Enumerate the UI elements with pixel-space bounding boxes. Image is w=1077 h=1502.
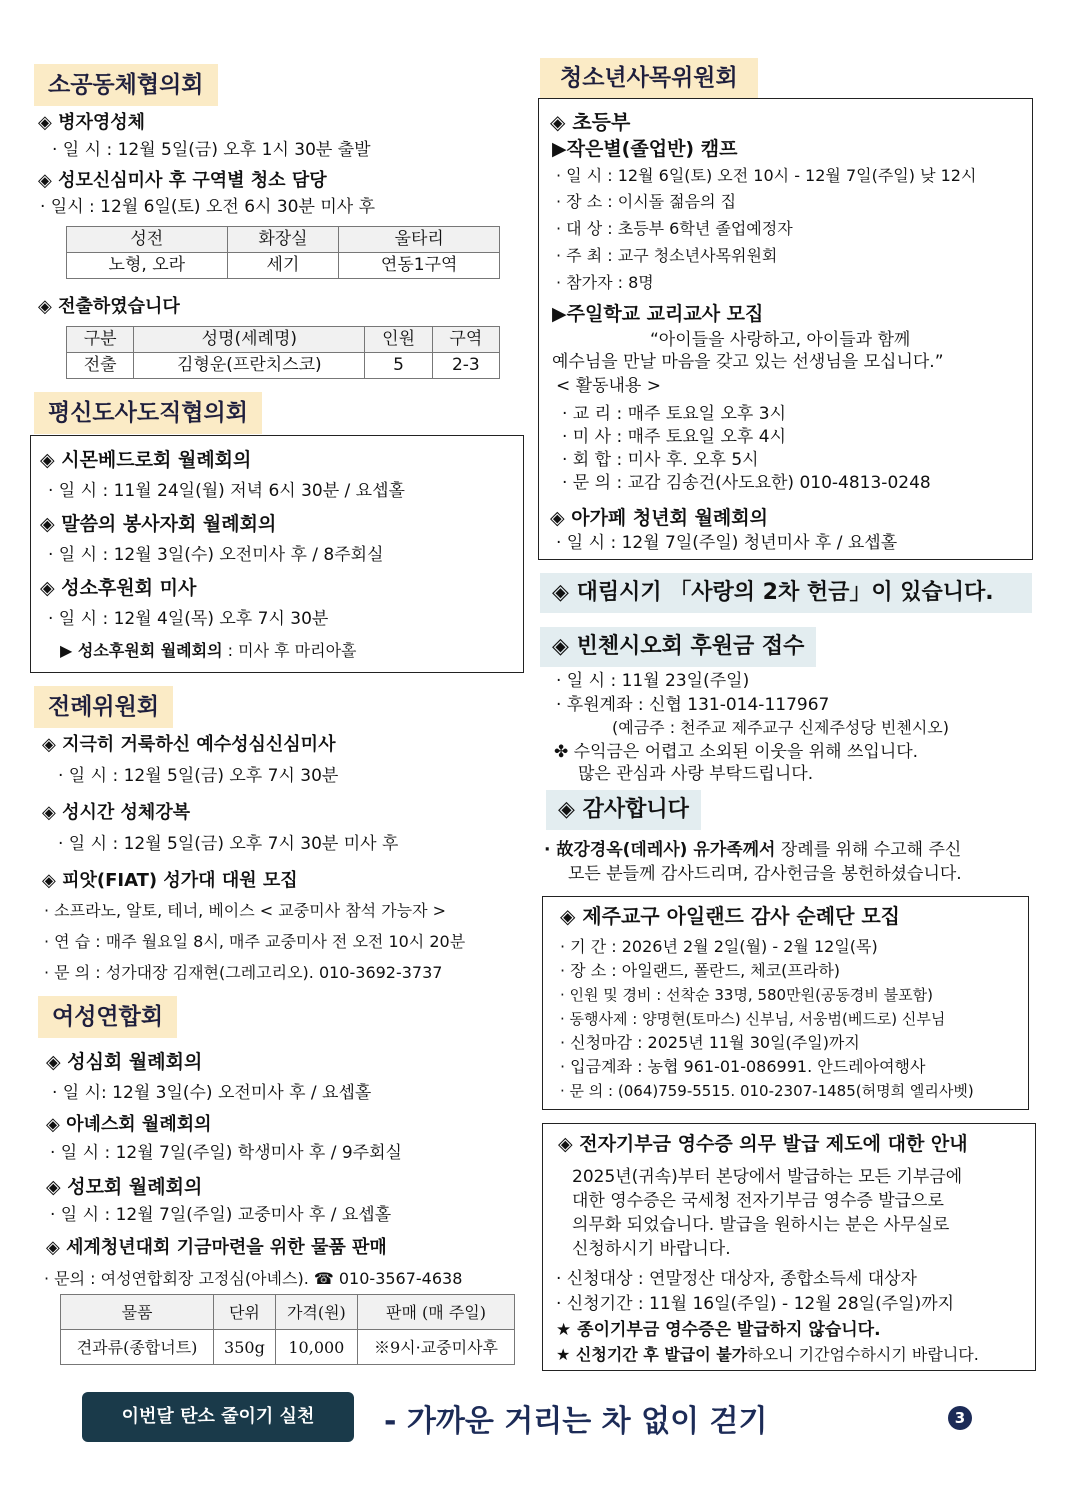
item-detail: · 문의 : 여성연합회장 고정심(아녜스). ☎ 010-3567-4638 [44,1269,463,1288]
camp-detail: · 일 시 : 12월 6일(토) 오전 10시 - 12월 7일(주일) 낮 12시 [556,166,977,185]
item-detail: (예금주 : 천주교 제주교구 신제주성당 빈첸시오) [612,718,949,737]
table-cell: 2-3 [432,353,499,379]
thanks-text: 장례를 위해 수고해 주신 [775,840,962,860]
table-cell: ※9시·교중미사후 [358,1330,515,1365]
table-cell: 10,000 [275,1330,357,1365]
item-detail: · 일 시: 12월 3일(수) 오전미사 후 / 요셉홀 [52,1083,372,1103]
ireland-detail: · 장 소 : 아일랜드, 폴란드, 체코(프라하) [560,961,841,980]
receipt-detail: · 신청대상 : 연말정산 대상자, 종합소득세 대상자 [556,1269,917,1289]
page-number: 3 [948,1406,972,1430]
section-title-sogong: 소공동체협의회 [34,64,218,106]
table-header: 성전 [67,227,228,253]
ireland-detail: · 입금계좌 : 농협 961-01-086991. 안드레아여행사 [560,1057,926,1076]
item-subheading: ▶주일학교 교리교사 모집 [552,303,764,325]
table-cell: 연동1구역 [339,253,500,279]
box-title: ◈ 제주교구 아일랜드 감사 순례단 모집 [560,904,900,928]
table-cell: 5 [365,353,432,379]
item-heading: ◈ 성모회 월례회의 [46,1176,203,1198]
ireland-detail: · 기 간 : 2026년 2월 2일(월) - 2월 12일(목) [560,937,878,956]
table-header: 성명(세례명) [134,327,365,353]
item-detail: · 일 시 : 11월 23일(주일) [556,671,750,691]
receipt-body: 신청하시기 바랍니다. [572,1239,731,1259]
cleaning-table [66,226,500,279]
section-title-jeollye: 전례위원회 [34,686,173,728]
table-header: 화장실 [227,227,339,253]
item-detail: · 일 시 : 12월 5일(금) 오후 7시 30분 [58,766,339,786]
ireland-detail: · 신청마감 : 2025년 11월 30일(주일)까지 [560,1033,860,1052]
item-heading: ◈ 아가페 청년회 월례회의 [550,507,768,529]
item-heading: ◈ 성시간 성체강복 [42,802,191,823]
item-heading: ◈ 아녜스회 월례회의 [46,1114,212,1135]
item-detail: · 소프라노, 알토, 테너, 베이스 < 교중미사 참석 가능자 > [44,901,447,920]
item-heading: ◈ 초등부 [550,110,631,134]
table-header: 판매 (매 주일) [358,1295,515,1330]
receipt-notice [556,1343,979,1367]
table-header: 단위 [214,1295,276,1330]
item-subheading: ▶작은별(졸업반) 캠프 [552,138,738,160]
table-cell: 350g [214,1330,276,1365]
transfer-table [66,326,500,379]
table-cell: 노형, 오라 [67,253,228,279]
item-detail: · 일시 : 12월 6일(토) 오전 6시 30분 미사 후 [40,197,375,217]
thanks-line [544,838,961,862]
camp-detail: · 주 최 : 교구 청소년사목위원회 [556,246,778,265]
sale-table [60,1294,515,1365]
table-cell: 견과류(종합너트) [61,1330,214,1365]
item-detail: · 일 시 : 12월 5일(금) 오후 1시 30분 출발 [52,140,371,160]
item-heading: ◈ 성소후원회 미사 [40,577,197,599]
item-detail: · 일 시 : 12월 7일(주일) 학생미사 후 / 9주회실 [50,1143,402,1163]
table-cell: 전출 [67,353,134,379]
carbon-slogan: - 가까운 거리는 차 없이 걷기 [384,1404,768,1439]
item-heading: ◈ 말씀의 봉사자회 월례회의 [40,513,277,535]
item-detail: ✤ 수익금은 어렵고 소외된 이웃을 위해 쓰입니다. [554,742,919,762]
section-title-vincent: ◈ 빈첸시오회 후원금 접수 [540,627,816,667]
item-detail: · 일 시 : 12월 3일(수) 오전미사 후 / 8주회실 [48,545,384,565]
section-title-pyeongsin: 평신도사도직협의회 [34,392,262,434]
advent-banner: ◈ 대림시기 「사랑의 2차 헌금」이 있습니다. [540,573,1032,613]
item-heading: ◈ 병자영성체 [38,112,146,133]
thanks-line: 모든 분들께 감사드리며, 감사헌금을 봉헌하셨습니다. [568,864,962,884]
receipt-notice: ★ 종이기부금 영수증은 발급하지 않습니다. [556,1320,881,1340]
camp-detail: · 장 소 : 이시돌 젊음의 집 [556,192,737,211]
activity-heading: < 활동내용 > [556,376,661,396]
table-header: 인원 [365,327,432,353]
receipt-detail: · 신청기간 : 11월 16일(주일) - 12월 28일(주일)까지 [556,1294,955,1314]
item-heading: ◈ 피앗(FIAT) 성가대 대원 모집 [42,870,298,891]
activity-detail: · 미 사 : 매주 토요일 오후 4시 [562,427,786,447]
section-title-yeoseong: 여성연합회 [38,996,177,1038]
ireland-detail: · 문 의 : (064)759-5515. 010-2307-1485(허명희 엘리사벳) [560,1082,974,1100]
item-heading: ◈ 성심회 월례회의 [46,1051,203,1073]
item-heading: ◈ 지극히 거룩하신 예수성심신심미사 [42,734,336,755]
activity-detail: · 문 의 : 교감 김송건(사도요한) 010-4813-0248 [562,473,931,493]
item-detail: 많은 관심과 사랑 부탁드립니다. [578,764,814,784]
item-heading: ◈ 시몬베드로회 월례회의 [40,449,252,471]
thanks-name: · 故강경옥(데레사) 유가족께서 [544,840,776,860]
ireland-detail: · 인원 및 경비 : 선착순 33명, 580만원(공동경비 불포함) [560,986,933,1004]
table-header: 울타리 [339,227,500,253]
item-detail: · 일 시 : 12월 4일(목) 오후 7시 30분 [48,609,329,629]
notice-text: 하오니 기간엄수하시기 바랍니다. [747,1345,979,1364]
quote-line: 예수님을 만날 마음을 갖고 있는 선생님을 모십니다.” [552,352,944,372]
carbon-reduction-badge: 이번달 탄소 줄이기 실천 [82,1392,354,1442]
camp-detail: · 대 상 : 초등부 6학년 졸업예정자 [556,219,793,238]
item-detail: · 후원계좌 : 신협 131-014-117967 [556,695,830,715]
receipt-body: 의무화 되었습니다. 발급을 원하시는 분은 사무실로 [572,1215,950,1235]
receipt-body: 대한 영수증은 국세청 전자기부금 영수증 발급으로 [572,1191,944,1211]
table-header: 가격(원) [275,1295,357,1330]
table-header: 구역 [432,327,499,353]
item-heading: ◈ 전출하였습니다 [38,296,180,317]
receipt-body: 2025년(귀속)부터 본당에서 발급하는 모든 기부금에 [572,1167,963,1187]
item-detail: · 일 시 : 12월 5일(금) 오후 7시 30분 미사 후 [58,834,399,854]
table-cell: 세기 [227,253,339,279]
item-subdetail [60,639,357,663]
section-title-thanks: ◈ 감사합니다 [546,790,701,830]
item-detail: · 일 시 : 12월 7일(주일) 청년미사 후 / 요셉홀 [556,533,898,553]
camp-detail: · 참가자 : 8명 [556,273,654,292]
subdetail-bold: ▶ 성소후원회 월례회의 [60,641,223,660]
activity-detail: · 교 리 : 매주 토요일 오후 3시 [562,404,786,424]
table-header: 물품 [61,1295,214,1330]
item-detail: · 문 의 : 성가대장 김재현(그레고리오). 010-3692-3737 [44,963,443,982]
section-title-youth: 청소년사목위원회 [540,58,758,98]
item-detail: · 일 시 : 12월 7일(주일) 교중미사 후 / 요셉홀 [50,1205,392,1225]
notice-bold: ★ 신청기간 후 발급이 불가 [556,1345,748,1364]
item-heading: ◈ 세계청년대회 기금마련을 위한 물품 판매 [46,1237,387,1258]
activity-detail: · 회 합 : 미사 후. 오후 5시 [562,450,759,470]
item-detail: · 연 습 : 매주 월요일 8시, 매주 교중미사 전 오전 10시 20분 [44,932,466,951]
ireland-detail: · 동행사제 : 양명현(토마스) 신부님, 서웅범(베드로) 신부님 [560,1010,946,1028]
item-heading: ◈ 성모신심미사 후 구역별 청소 담당 [38,170,327,191]
table-cell: 김형운(프란치스코) [134,353,365,379]
box-title: ◈ 전자기부금 영수증 의무 발급 제도에 대한 안내 [558,1133,968,1155]
table-header: 구분 [67,327,134,353]
subdetail-text: : 미사 후 마리아홀 [222,641,357,660]
item-detail: · 일 시 : 11월 24일(월) 저녁 6시 30분 / 요셉홀 [48,481,405,501]
quote-line: “아이들을 사랑하고, 아이들과 함께 [650,330,911,350]
